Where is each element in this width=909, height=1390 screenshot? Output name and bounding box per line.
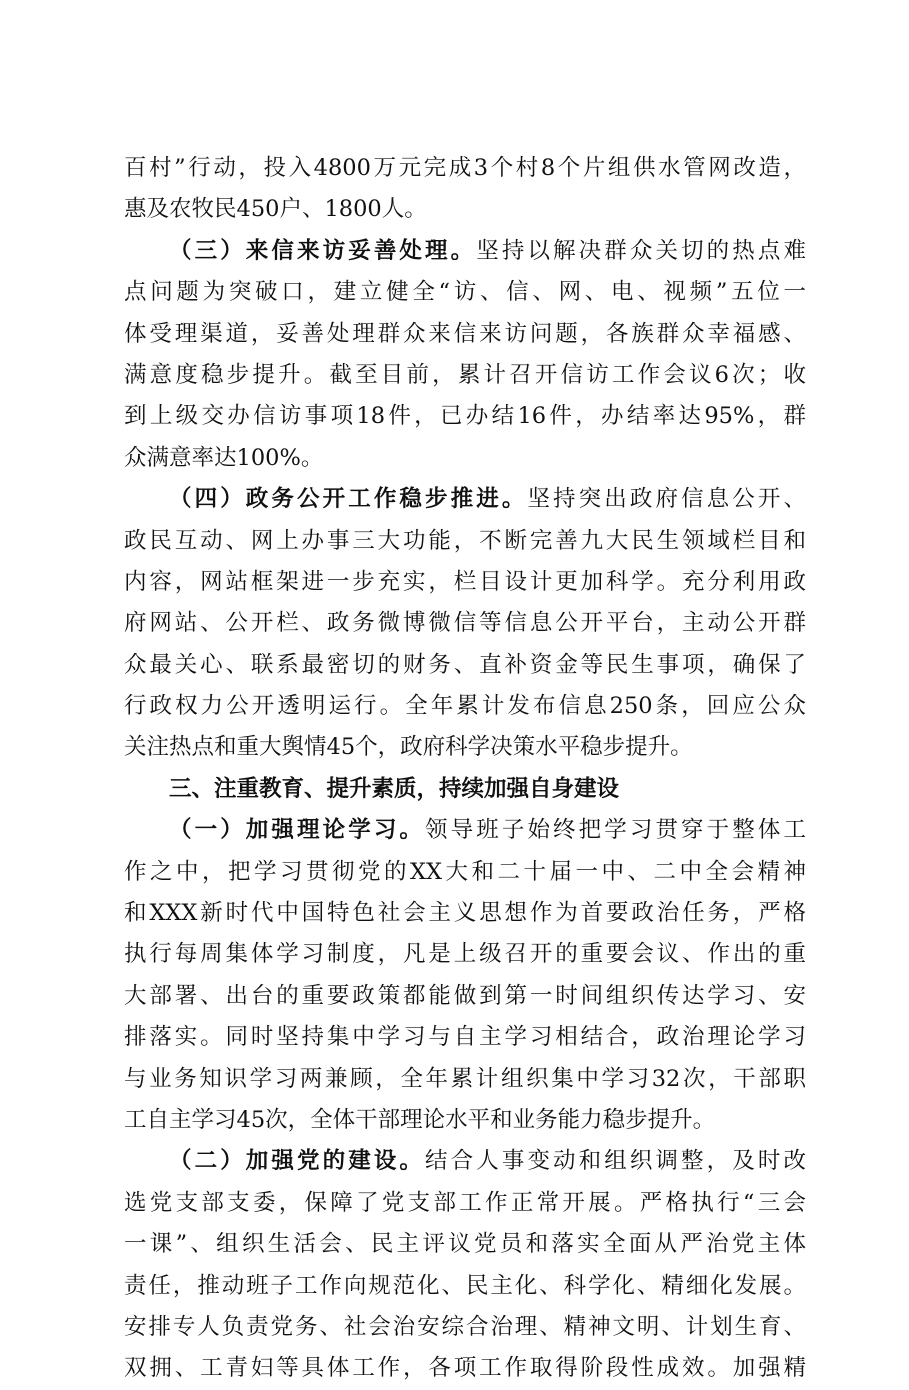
text-line: 点问题为突破口，建立健全“访、信、网、电、视频”五位一: [124, 279, 806, 306]
text-run: 结合人事变动和组织调整，及时改: [425, 1148, 806, 1175]
text-line: 一课”、组织生活会、民主评议党员和落实全面从严治党主体: [124, 1231, 806, 1258]
text-line: 安排专人负责党务、社会治安综合治理、精神文明、计划生育、: [124, 1313, 806, 1340]
text-line: [124, 479, 806, 520]
text-line: 体受理渠道，妥善处理群众来信来访问题，各族群众幸福感、: [124, 320, 806, 347]
paragraph-government-openness: [124, 479, 806, 769]
paragraph-lead-title: （一）加强理论学习。: [169, 817, 426, 844]
paragraph-party-building: [124, 1141, 806, 1389]
text-run: 坚持突出政府信息公开、: [527, 486, 806, 513]
text-line: [124, 231, 806, 272]
text-line: 关注热点和重大舆情45个，政府科学决策水平稳步提升。: [124, 734, 693, 761]
paragraph-lead-title: （二）加强党的建设。: [169, 1148, 426, 1175]
text-line: 政民互动、网上办事三大功能，不断完善九大民生领域栏目和: [124, 527, 806, 554]
text-line: 大部署、出台的重要政策都能做到第一时间组织传达学习、安: [124, 982, 806, 1009]
text-line: 内容，网站框架进一步充实，栏目设计更加科学。充分利用政: [124, 568, 806, 595]
text-line: 行政权力公开透明运行。全年累计发布信息250条，回应公众: [124, 693, 806, 720]
document-body: [124, 148, 806, 1390]
paragraph-theory-study: [124, 810, 806, 1141]
text-line: 众满意率达100%。: [124, 444, 324, 471]
text-line: 排落实。同时坚持集中学习与自主学习相结合，政治理论学习: [124, 1024, 806, 1051]
text-line: 执行每周集体学习制度，凡是上级召开的重要会议、作出的重: [124, 941, 806, 968]
text-line: 到上级交办信访事项18件，已办结16件，办结率达95%，群: [124, 403, 806, 430]
paragraph-lead-title: （四）政务公开工作稳步推进。: [169, 486, 528, 513]
text-line: 满意度稳步提升。截至目前，累计召开信访工作会议6次；收: [124, 361, 806, 388]
text-line: 百村”行动，投入4800万元完成3个村8个片组供水管网改造，: [124, 155, 806, 181]
text-line: 工自主学习45次，全体干部理论水平和业务能力稳步提升。: [124, 1106, 716, 1133]
text-line: 责任，推动班子工作向规范化、民主化、科学化、精细化发展。: [124, 1272, 806, 1299]
text-line: 惠及农牧民450户、1800人。: [124, 196, 427, 223]
section-heading: 三、注重教育、提升素质，持续加强自身建设: [169, 775, 620, 802]
text-run: 坚持以解决群众关切的热点难: [476, 237, 806, 264]
text-line: 双拥、工青妇等具体工作，各项工作取得阶段性成效。加强精: [124, 1355, 806, 1382]
text-line: 选党支部支委，保障了党支部工作正常开展。严格执行“三会: [124, 1189, 806, 1216]
text-line: 府网站、公开栏、政务微博微信等信息公开平台，主动公开群: [124, 610, 806, 637]
paragraph-petitions: [124, 231, 806, 479]
text-line: 与业务知识学习两兼顾，全年累计组织集中学习32次，干部职: [124, 1065, 806, 1092]
paragraph-water-supply: [124, 148, 806, 231]
text-line: [124, 1141, 806, 1182]
text-line: 作之中，把学习贯彻党的XX大和二十届一中、二中全会精神: [124, 858, 806, 885]
text-run: 领导班子始终把学习贯穿于整体工: [425, 817, 806, 844]
paragraph-lead-title: （三）来信来访妥善处理。: [169, 237, 477, 264]
text-line: [124, 810, 806, 851]
text-line: 众最关心、联系最密切的财务、直补资金等民生事项，确保了: [124, 651, 806, 678]
text-line: 和XXX新时代中国特色社会主义思想作为首要政治任务，严格: [124, 900, 806, 927]
